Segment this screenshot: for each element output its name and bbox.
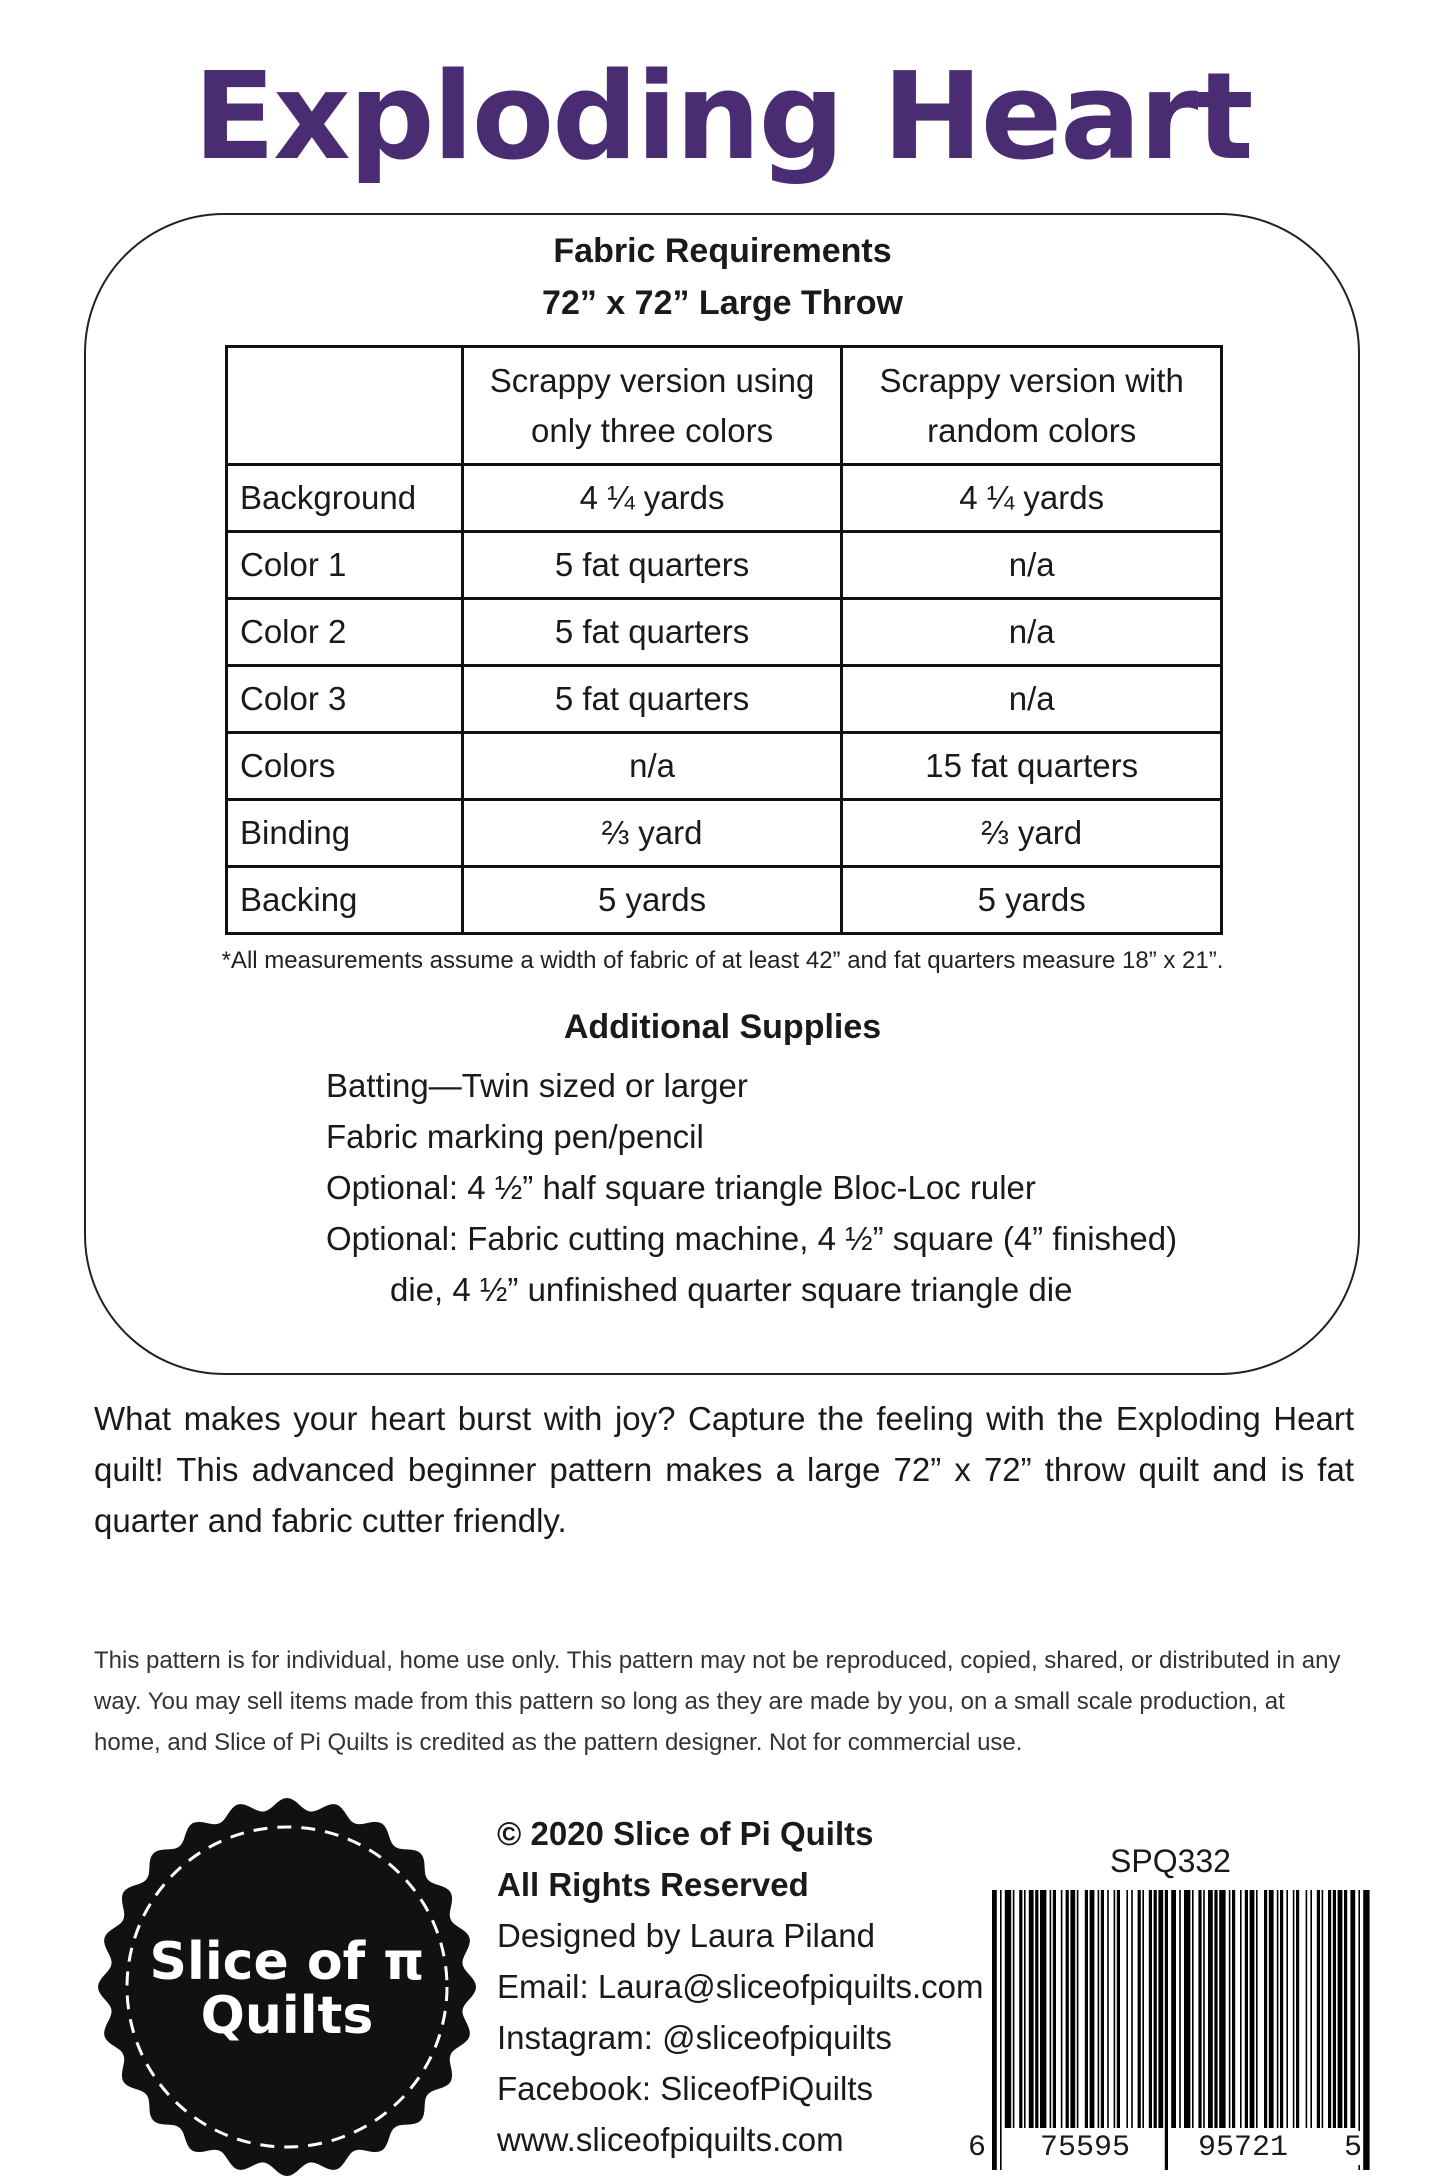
row-label: Binding — [227, 800, 463, 867]
fabric-requirements-table — [225, 345, 1223, 935]
barcode-bar — [1114, 1890, 1116, 2128]
designer-text: Designed by Laura Piland — [497, 1917, 875, 1954]
barcode-bar — [1070, 1890, 1075, 2128]
list-item: Optional: 4 ½” half square triangle Bloc-Loc ruler — [326, 1169, 1036, 1206]
barcode-bar — [1219, 1890, 1225, 2128]
barcode-bar — [1338, 1890, 1343, 2128]
cell-three-colors: 4 ¼ yards — [462, 465, 842, 532]
barcode-bar — [1350, 1890, 1355, 2128]
barcode-digit-last: 5 — [1344, 2131, 1363, 2165]
logo-line-1: Slice of π — [149, 1932, 425, 1992]
barcode-bar — [1019, 1890, 1022, 2128]
cell-random-colors: n/a — [842, 532, 1222, 599]
table-row — [227, 666, 1222, 733]
cell-three-colors: ⅔ yard — [462, 800, 842, 867]
barcode-bar — [1158, 1890, 1163, 2128]
cell-three-colors: n/a — [462, 733, 842, 800]
barcode-bar — [1286, 1890, 1288, 2128]
cell-random-colors: 15 fat quarters — [842, 733, 1222, 800]
table-header-row — [227, 347, 1222, 465]
barcode-bar — [1000, 1890, 1002, 2170]
barcode-image — [990, 1890, 1370, 2170]
barcode-bar — [1024, 1890, 1026, 2128]
barcode-bar — [1344, 1890, 1347, 2128]
cell-random-colors: n/a — [842, 599, 1222, 666]
barcode-bar — [1214, 1890, 1217, 2128]
barcode-digits-left: 75595 — [1040, 2131, 1131, 2165]
row-label: Backing — [227, 867, 463, 934]
barcode-bar — [1050, 1890, 1052, 2128]
barcode-bar — [1098, 1890, 1100, 2128]
list-item: Batting—Twin sized or larger — [326, 1067, 748, 1104]
barcode-bar — [1077, 1890, 1079, 2128]
table-row — [227, 599, 1222, 666]
barcode-bar — [1322, 1890, 1324, 2128]
cell-random-colors: 4 ¼ yards — [842, 465, 1222, 532]
barcode-bar — [1061, 1890, 1063, 2128]
barcode-bar — [1317, 1890, 1320, 2128]
barcode-bar — [992, 1890, 997, 2170]
cell-three-colors: 5 fat quarters — [462, 666, 842, 733]
barcode-bar — [1184, 1890, 1190, 2128]
barcode-bar — [1250, 1890, 1255, 2128]
barcode-bar — [1154, 1890, 1157, 2128]
table-header-three-colors: Scrappy version using only three colors — [462, 347, 842, 465]
measurement-footnote: *All measurements assume a width of fabric of at least 42” and fat quarters measure 18” x 21”. — [221, 947, 1224, 974]
row-label: Color 3 — [227, 666, 463, 733]
copyright-text: © 2020 Slice of Pi Quilts — [497, 1815, 874, 1852]
barcode-bar — [1179, 1890, 1181, 2128]
barcode-bar — [1293, 1890, 1295, 2128]
product-sku: SPQ332 — [1110, 1843, 1231, 1879]
barcode-bar — [1149, 1890, 1152, 2128]
row-label: Color 2 — [227, 599, 463, 666]
quilt-size-heading: 72” x 72” Large Throw — [542, 284, 903, 322]
logo-text — [98, 1932, 476, 2046]
barcode-bar — [1277, 1890, 1279, 2128]
table-row — [227, 532, 1222, 599]
email-text: Email: Laura@sliceofpiquilts.com — [497, 1968, 984, 2005]
barcode-bar — [1192, 1890, 1194, 2128]
instagram-text: Instagram: @sliceofpiquilts — [497, 2019, 892, 2056]
list-item: Fabric marking pen/pencil — [326, 1118, 704, 1155]
barcode-bar — [1296, 1890, 1299, 2128]
row-label: Background — [227, 465, 463, 532]
table-row — [227, 800, 1222, 867]
barcode-bar — [1358, 1890, 1360, 2170]
barcode-bar — [1363, 1890, 1369, 2170]
cell-random-colors: ⅔ yard — [842, 800, 1222, 867]
row-label: Colors — [227, 733, 463, 800]
barcode-digit-first: 6 — [968, 2131, 987, 2165]
barcode-bar — [1208, 1890, 1213, 2128]
barcode-bar — [1131, 1890, 1133, 2128]
cell-three-colors: 5 fat quarters — [462, 599, 842, 666]
table-header-random-colors: Scrappy version with random colors — [842, 347, 1222, 465]
table-row — [227, 733, 1222, 800]
table-header-blank — [227, 347, 463, 465]
facebook-text: Facebook: SliceofPiQuilts — [497, 2070, 874, 2107]
barcode-bar — [1040, 1890, 1046, 2128]
supplies-list — [326, 1060, 1177, 1315]
fabric-requirements-heading: Fabric Requirements — [553, 232, 892, 270]
contact-block — [497, 1808, 987, 2165]
legal-notice: This pattern is for individual, home use only. This pattern may not be reproduced, copied, shared, or distributed in any way. You may sell items made from this pattern so long as they are made by you, on a small scale production, at home, and Slice of Pi Quilts is credited as the pattern designer. Not for commercial use. — [94, 1647, 1341, 1756]
list-item: Optional: Fabric cutting machine, 4 ½” square (4” finished) — [326, 1220, 1178, 1257]
barcode-bar — [1005, 1890, 1011, 2128]
barcode-bar — [1165, 1890, 1168, 2170]
website-text: www.sliceofpiquilts.com — [497, 2121, 844, 2158]
table-row — [227, 867, 1222, 934]
barcode-bar — [1066, 1890, 1069, 2128]
list-item: die, 4 ½” unfinished quarter square triangle die — [390, 1271, 1073, 1308]
barcode-bar — [1256, 1890, 1258, 2128]
barcode-bar — [1090, 1890, 1095, 2128]
barcode-bar — [1280, 1890, 1283, 2128]
barcode-digits-right: 95721 — [1198, 2131, 1289, 2165]
row-label: Color 1 — [227, 532, 463, 599]
barcode-bar — [1085, 1890, 1088, 2128]
barcode-bar — [1245, 1890, 1248, 2128]
barcode-bar — [1229, 1890, 1231, 2128]
barcode-bar — [1269, 1890, 1274, 2128]
barcode-bar — [1310, 1890, 1312, 2128]
page-title: Exploding Heart — [193, 48, 1252, 187]
cell-three-colors: 5 yards — [462, 867, 842, 934]
barcode-bar — [1198, 1890, 1201, 2128]
cell-three-colors: 5 fat quarters — [462, 532, 842, 599]
barcode-bar — [1306, 1890, 1308, 2128]
barcode-bar — [1035, 1890, 1038, 2128]
barcode-bar — [1117, 1890, 1120, 2128]
barcode-bar — [1203, 1890, 1205, 2128]
additional-supplies-heading: Additional Supplies — [563, 1008, 882, 1046]
logo-line-2: Quilts — [200, 1986, 374, 2046]
table-row — [227, 465, 1222, 532]
cell-random-colors: n/a — [842, 666, 1222, 733]
barcode-bar — [1232, 1890, 1235, 2128]
barcode-bar — [1101, 1890, 1104, 2128]
barcode-bar — [1333, 1890, 1336, 2128]
barcode-bar — [1029, 1890, 1034, 2128]
barcode-bar — [1264, 1890, 1267, 2128]
barcode-bar — [1126, 1890, 1128, 2128]
pattern-description: What makes your heart burst with joy? Capture the feeling with the Exploding Heart quilt! This advanced beginner pattern makes a large 72” x 72” throw quilt and is fat quarter and fabric cutter friendly. — [94, 1400, 1354, 1539]
barcode-bar — [1138, 1890, 1141, 2128]
barcode-bar — [1328, 1890, 1331, 2128]
barcode-bar — [1013, 1890, 1015, 2128]
barcode-bar — [1107, 1890, 1109, 2128]
barcode-bar — [1240, 1890, 1242, 2128]
barcode-bar — [1142, 1890, 1144, 2128]
cell-random-colors: 5 yards — [842, 867, 1222, 934]
barcode-bar — [1171, 1890, 1176, 2128]
barcode-bar — [1053, 1890, 1056, 2128]
rights-text: All Rights Reserved — [497, 1866, 809, 1903]
